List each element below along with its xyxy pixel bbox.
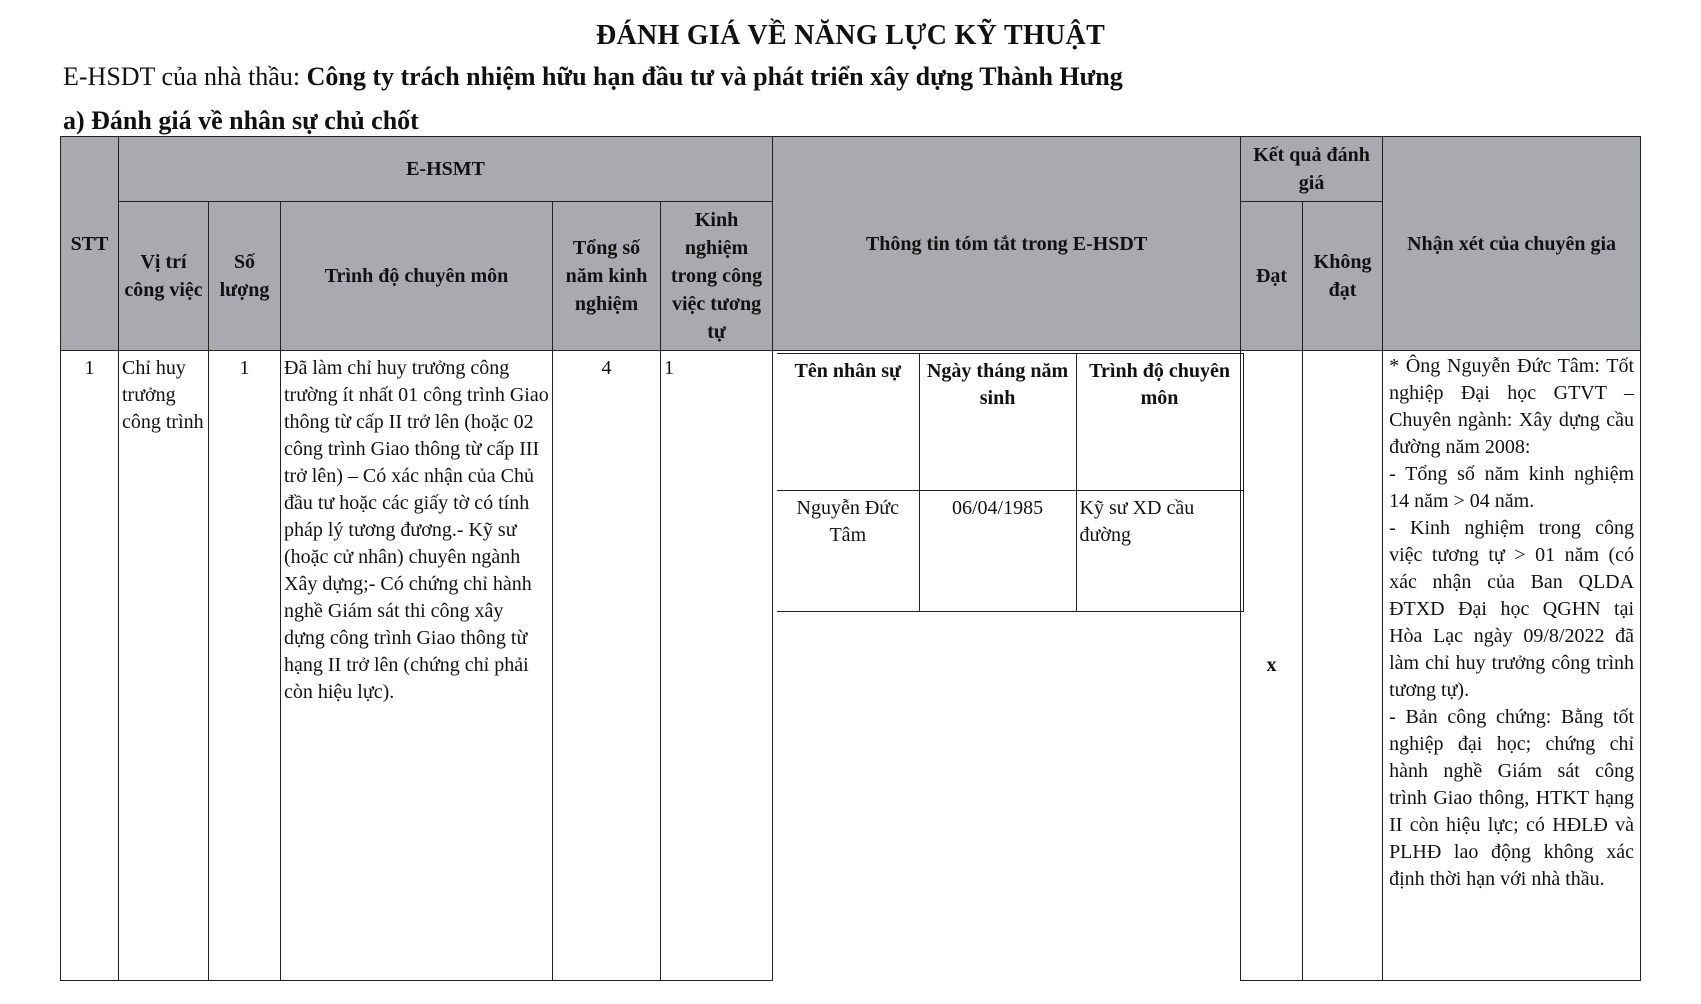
bidder-line <box>63 62 1123 92</box>
summary-qualification: Kỹ sư XD cầu đường <box>1076 491 1243 612</box>
personnel-evaluation-table <box>60 136 1641 981</box>
header-comment: Nhận xét của chuyên gia <box>1383 137 1641 351</box>
header-stt: STT <box>61 137 119 351</box>
bidder-name: Công ty trách nhiệm hữu hạn đầu tư và phát triển xây dựng Thành Hưng <box>306 62 1123 91</box>
expert-comment-text: * Ông Nguyễn Đức Tâm: Tốt nghiệp Đại học GTVT – Chuyên ngành: Xây dựng cầu đường năm 2008: - Tổng số năm kinh nghiệm 14 năm > 04 năm. - Kinh nghiệm trong công việc tương tự > 01 năm (có xác nhận của Ban QLDA ĐTXD Đại học QGHN tại Hòa Lạc ngày 09/8/2022 đã làm chỉ huy trưởng công trình tương tự). - Bản công chứng: Bằng tốt nghiệp đại học; chứng chỉ hành nghề Giám sát công trình Giao thông, HTKT hạng II còn hiệu lực; có HĐLĐ và PLHĐ lao động không xác định thời hạn với nhà thầu. <box>1389 355 1635 890</box>
section-title: a) Đánh giá về nhân sự chủ chốt <box>63 106 419 135</box>
row-position: Chỉ huy trưởng công trình <box>119 351 209 981</box>
expert-comment <box>1383 351 1641 981</box>
row-stt: 1 <box>61 351 119 981</box>
header-ehsmt: E-HSMT <box>119 137 773 202</box>
summary-col-dob: Ngày tháng năm sinh <box>919 354 1076 491</box>
header-position: Vị trí công việc <box>119 202 209 351</box>
header-similar-experience: Kinh nghiệm trong công việc tương tự <box>661 202 773 351</box>
row-similar-experience: 1 <box>661 351 773 981</box>
summary-name: Nguyễn Đức Tâm <box>777 491 919 612</box>
header-pass: Đạt <box>1241 202 1303 351</box>
header-fail: Không đạt <box>1303 202 1383 351</box>
summary-col-name: Tên nhân sự <box>777 354 919 491</box>
summary-col-qualification: Trình độ chuyên môn <box>1076 354 1243 491</box>
header-summary: Thông tin tóm tắt trong E-HSDT <box>773 137 1241 351</box>
pass-mark: x <box>1241 351 1303 981</box>
summary-subtable <box>777 353 1244 612</box>
document-title: ĐÁNH GIÁ VỀ NĂNG LỰC KỸ THUẬT <box>595 20 1106 51</box>
header-qualification: Trình độ chuyên môn <box>281 202 553 351</box>
fail-mark <box>1303 351 1383 981</box>
header-total-years: Tổng số năm kinh nghiệm <box>553 202 661 351</box>
summary-cell <box>773 351 1241 981</box>
header-quantity: Số lượng <box>209 202 281 351</box>
summary-subtable-wrapper <box>777 353 1240 612</box>
bidder-prefix: E-HSDT của nhà thầu: <box>63 62 307 91</box>
row-total-years: 4 <box>553 351 661 981</box>
header-result: Kết quả đánh giá <box>1241 137 1383 202</box>
row-qualification: Đã làm chỉ huy trưởng công trường ít nhất 01 công trình Giao thông từ cấp II trở lên (hoặc 02 công trình Giao thông từ cấp III trở lên) – Có xác nhận của Chủ đầu tư hoặc các giấy tờ có tính pháp lý tương đương.- Kỹ sư (hoặc cử nhân) chuyên ngành Xây dựng;- Có chứng chỉ hành nghề Giám sát thi công xây dựng công trình Giao thông từ hạng II trở lên (chứng chỉ phải còn hiệu lực). <box>281 351 553 981</box>
table-row <box>61 351 1641 981</box>
row-quantity: 1 <box>209 351 281 981</box>
summary-dob: 06/04/1985 <box>919 491 1076 612</box>
